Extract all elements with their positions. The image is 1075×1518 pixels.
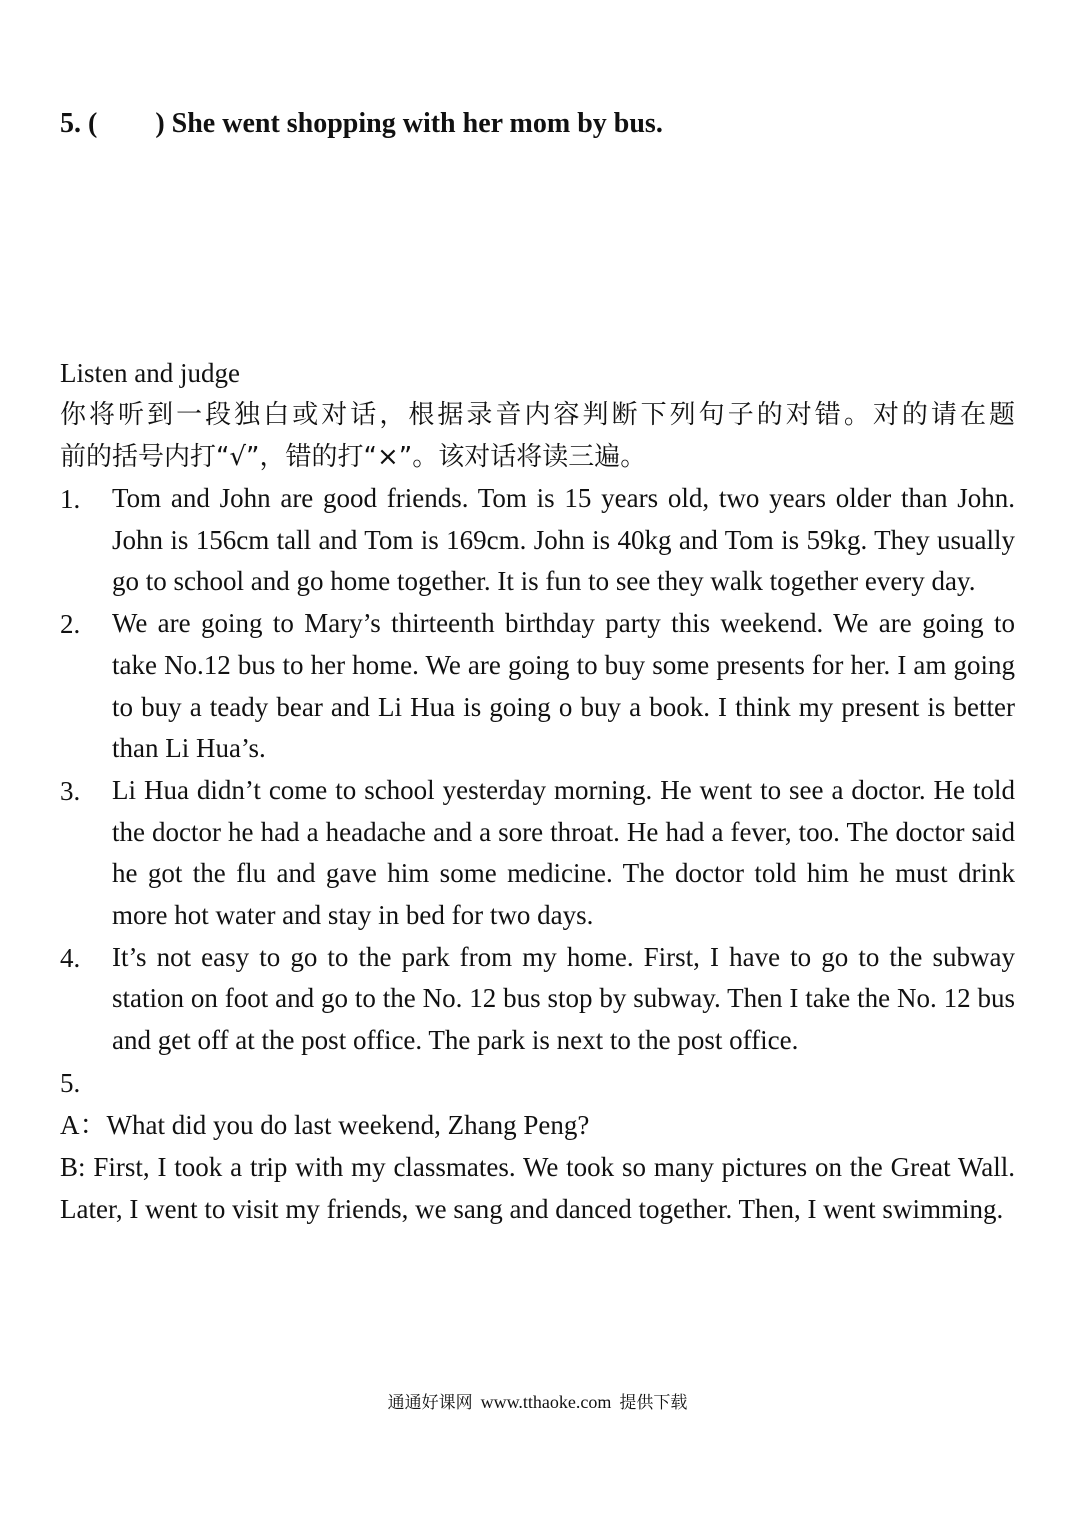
footer-site-name: 通通好课网 xyxy=(387,1393,473,1413)
item-text: Tom and John are good friends. Tom is 15 years old, two years older than John. John is 156cm tall and Tom is 169cm. John is 40kg and Tom is 59kg. They usually go to school and go home together. It is fun to see they walk together every day. xyxy=(112,483,1015,597)
transcript-item-3 xyxy=(60,770,1015,937)
item-number: 1. xyxy=(60,484,81,514)
page-footer xyxy=(0,1390,1075,1415)
question-5-statement: ) She went shopping with her mom by bus. xyxy=(155,108,663,139)
instruction-line-2: 前的括号内打“√”，错的打“×”。该对话将读三遍。 xyxy=(60,442,647,472)
dialogue-line-b: B: First, I took a trip with my classmates. We took so many pictures on the Great Wall. Later, I went to visit my friends, we sang and danced together. Then, I went swimming. xyxy=(60,1151,1015,1224)
footer-url: www.tthaoke.com xyxy=(480,1392,612,1412)
listen-and-judge-section xyxy=(60,352,1015,1230)
instruction-line-1: 你将听到一段独白或对话，根据录音内容判断下列句子的对错。对的请在题 xyxy=(60,400,1015,430)
item-number: 2. xyxy=(60,609,81,640)
item-number: 3. xyxy=(60,775,81,806)
item-text: Li Hua didn’t come to school yesterday morning. He went to see a doctor. He told the doctor he had a headache and a sore throat. He had a fever, too. The doctor said he got the flu and gave him some medicine. The doctor told him he must drink more hot water and stay in bed for two days. xyxy=(112,774,1015,931)
transcript-item-4 xyxy=(60,937,1015,1062)
transcript-item-1 xyxy=(60,478,1015,603)
question-5-prefix: 5. ( xyxy=(60,108,98,139)
transcript-item-2 xyxy=(60,603,1015,770)
dialogue-line-a: A：What did you do last weekend, Zhang Peng? xyxy=(60,1109,590,1140)
item-number: 4. xyxy=(60,942,81,973)
item-text: It’s not easy to go to the park from my home. First, I have to go to the subway station on foot and go to the No. 12 bus stop by subway. Then I take the No. 12 bus and get off at the post office. The park is next to the post office. xyxy=(112,941,1015,1056)
transcript-item-5-number: 5. xyxy=(60,1067,81,1098)
footer-download-note: 提供下载 xyxy=(619,1393,688,1413)
item-text: We are going to Mary’s thirteenth birthday party this weekend. We are going to take No.12 bus to her home. We are going to buy some presents for her. I am going to buy a teady bear and Li Hua is going o buy a book. I think my present is better than Li Hua’s. xyxy=(112,608,1015,764)
section-title: Listen and judge xyxy=(60,358,240,388)
question-5 xyxy=(60,104,663,144)
